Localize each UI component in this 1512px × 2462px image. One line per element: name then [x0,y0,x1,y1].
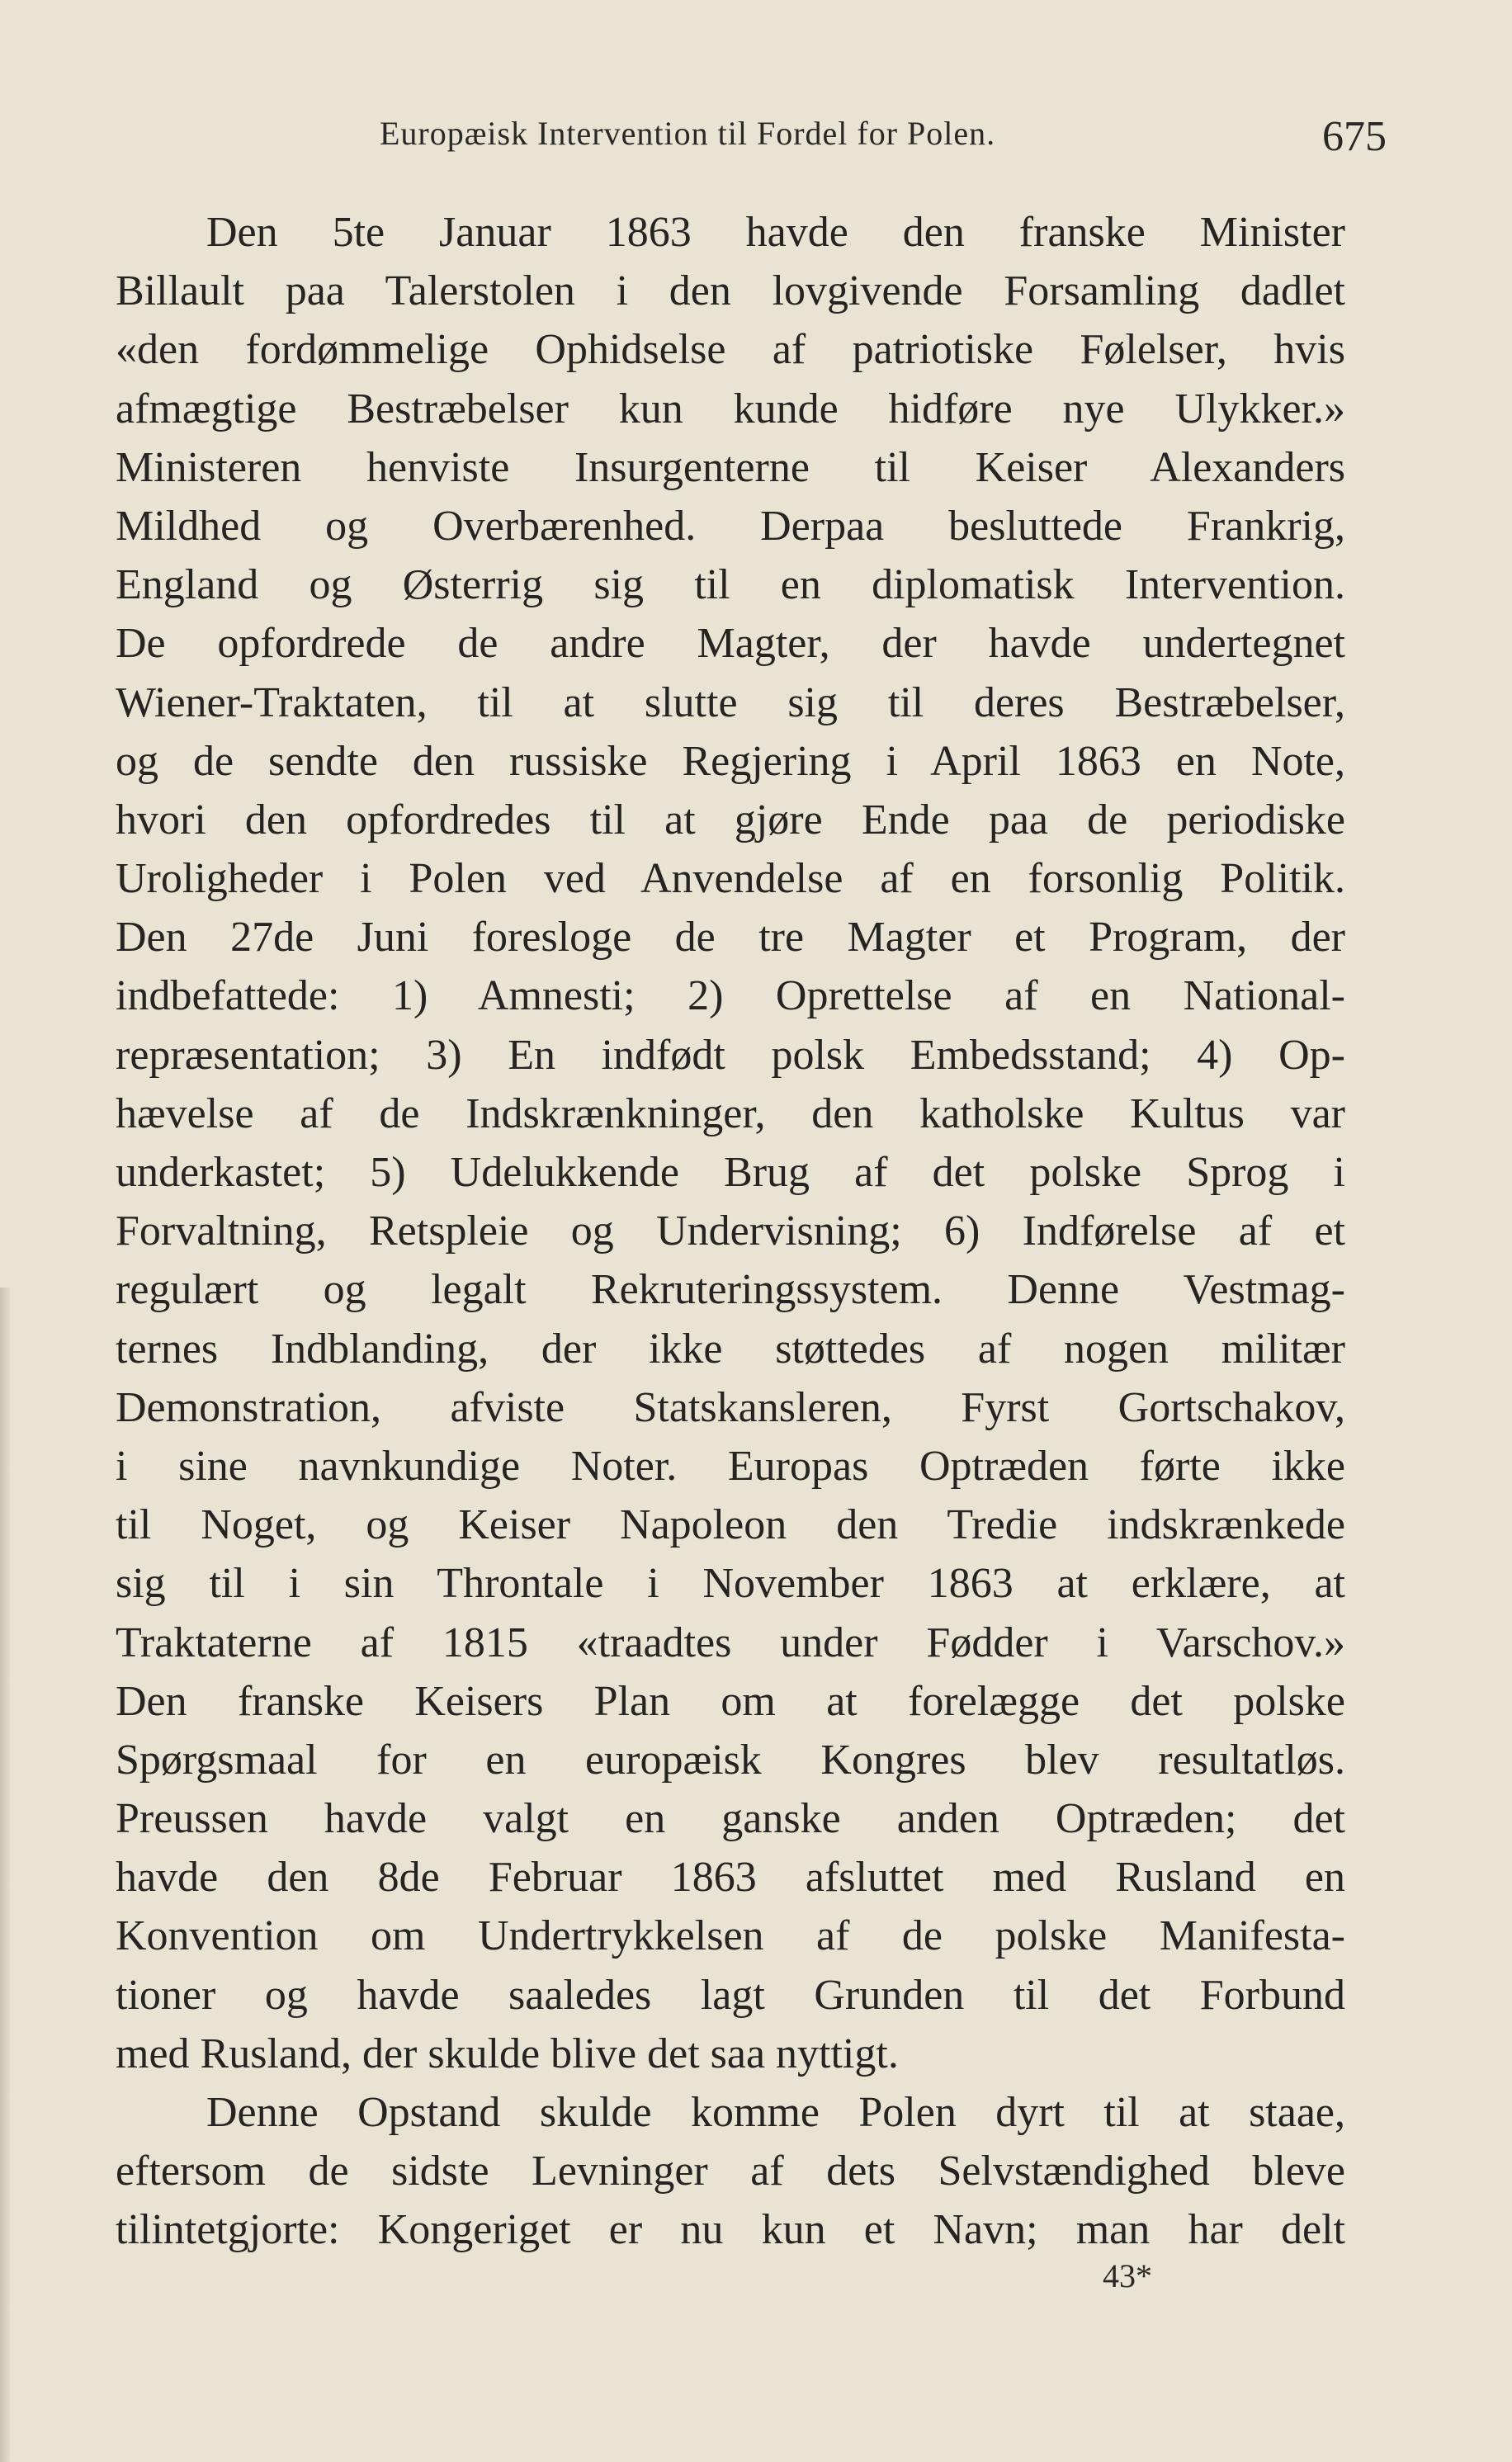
text-line: Ministeren henviste Insurgenterne til Keiser Alexanders [116,443,1345,491]
text-line: Denne Opstand skulde komme Polen dyrt til at staae, [206,2089,1345,2136]
text-line: De opfordrede de andre Magter, der havde undertegnet [116,620,1345,668]
text-line: hvori den opfordredes til at gjøre Ende paa de periodiske [116,796,1345,844]
paragraph-2 [116,2083,1345,2260]
text-line: afmægtige Bestræbelser kun kunde hidføre nye Ulykker.» [116,385,1345,432]
text-line: Forvaltning, Retspleie og Undervisning; 6) Indførelse af et [116,1207,1345,1255]
text-line: Traktaterne af 1815 «traadtes under Fødder i Varschov.» [116,1618,1345,1666]
body-text [116,203,1345,2260]
text-line: med Rusland, der skulde blive det saa nyttigt. [116,2030,899,2077]
text-line: «den fordømmelige Ophidselse af patriotiske Følelser, hvis [116,326,1345,374]
text-line: til Noget, og Keiser Napoleon den Tredie indskrænkede [116,1501,1345,1549]
text-line: Preussen havde valgt en ganske anden Optræden; det [116,1795,1345,1843]
paragraph-text [116,2083,1345,2260]
paragraph-text [116,203,1345,2083]
running-title: Europæisk Intervention til Fordel for Polen. [380,115,996,152]
text-line: indbefattede: 1) Amnesti; 2) Oprettelse af en National- [116,972,1345,1020]
text-line: Den franske Keisers Plan om at forelægge det polske [116,1677,1345,1725]
text-line: Demonstration, afviste Statskansleren, Fyrst Gortschakov, [116,1383,1345,1431]
text-line: Uroligheder i Polen ved Anvendelse af en forsonlig Politik. [116,855,1345,903]
text-line: ternes Indblanding, der ikke støttedes af nogen militær [116,1325,1345,1373]
text-line: sig til i sin Throntale i November 1863 at erklære, at [116,1560,1345,1608]
page-number: 675 [1322,113,1387,160]
text-line: hævelse af de Indskrænkninger, den katholske Kultus var [116,1089,1345,1137]
signature-mark: 43* [1103,2257,1152,2294]
text-line: Den 5te Januar 1863 havde den franske Minister [206,209,1345,256]
text-line: i sine navnkundige Noter. Europas Optræden førte ikke [116,1442,1345,1490]
text-line: Wiener-Traktaten, til at slutte sig til deres Bestræbelser, [116,678,1345,726]
text-line: underkastet; 5) Udelukkende Brug af det polske Sprog i [116,1149,1345,1196]
text-line: Konvention om Undertrykkelsen af de polske Manifesta- [116,1912,1345,1960]
paragraph-1 [116,203,1345,2083]
text-line: eftersom de sidste Levninger af dets Selvstændighed bleve [116,2148,1345,2195]
text-line: Billault paa Talerstolen i den lovgivende Forsamling dadlet [116,267,1345,315]
text-line: Mildhed og Overbærenhed. Derpaa besluttede Frankrig, [116,502,1345,550]
page-binding-edge [0,1288,10,2462]
text-line: tioner og havde saaledes lagt Grunden til det Forbund [116,1971,1345,2019]
text-line: og de sendte den russiske Regjering i April 1863 en Note, [116,737,1345,785]
text-line: regulært og legalt Rekruteringssystem. Denne Vestmag- [116,1266,1345,1314]
running-head [116,106,1387,172]
text-line: repræsentation; 3) En indfødt polsk Embedsstand; 4) Op- [116,1031,1345,1079]
text-line: havde den 8de Februar 1863 afsluttet med Rusland en [116,1854,1345,1902]
text-line: Den 27de Juni foresloge de tre Magter et Program, der [116,914,1345,962]
text-line: tilintetgjorte: Kongeriget er nu kun et Navn; man har delt [116,2206,1345,2254]
text-line: Spørgsmaal for en europæisk Kongres blev resultatløs. [116,1736,1345,1784]
text-line: England og Østerrig sig til en diplomatisk Intervention. [116,561,1345,609]
